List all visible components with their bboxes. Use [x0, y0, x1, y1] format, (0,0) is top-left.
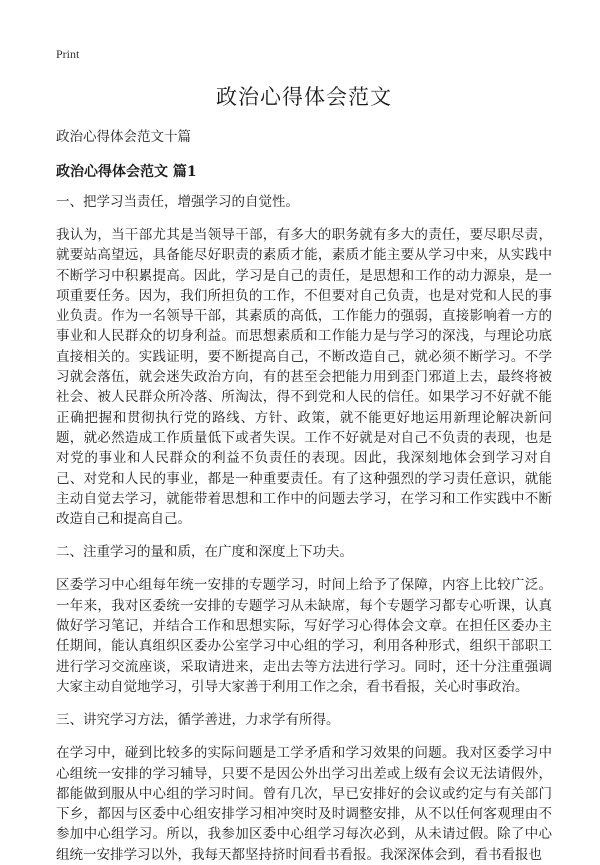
page-title: 政治心得体会范文 [216, 85, 392, 109]
section-paragraph-2: 区委学习中心组每年统一安排的专题学习，时间上给予了保障，内容上比较广泛。一年来，我对区委统一安排的专题学习从未缺席，每个专题学习都专心听课，认真做好学习笔记，并结合工作和思想实际，写好学习心得体会文章。在担任区委办主任期间，能认真组织区委办公室学习中心组的学习，利用各种形式，组织干部职工进行学习交流座谈，采取请进来，走出去等方法进行学习。同时，还十分注重强调大家主动自觉地学习，引导大家善于利用工作之余，看书看报，关心时事政治。 [56, 577, 552, 695]
document-subtitle: 政治心得体会范文十篇 [56, 129, 191, 145]
article-title: 政治心得体会范文 篇1 [56, 164, 197, 180]
print-label: Print [56, 47, 80, 61]
section-heading-1: 一、把学习当责任，增强学习的自觉性。 [56, 194, 299, 210]
section-heading-3: 三、讲究学习方法，循学善进，力求学有所得。 [56, 712, 340, 729]
section-paragraph-1: 我认为，当干部尤其是当领导干部，有多大的职务就有多大的责任，要尽职尽责，就要站高望远，具备能尽好职责的素质才能，素质才能主要从学习中来，从实践中不断学习中积累提高。因此，学习是自己的责任，是思想和工作的动力源泉，是一项重要任务。因为，我们所担负的工作，不但要对自己负责，也是对党和人民的事业负责。作为一名领导干部，其素质的高低，工作能力的强弱，直接影响着一方的事业和人民群众的切身利益。而思想素质和工作能力是与学习的深浅，与理论功底直接相关的。实践证明，要不断提高自己，不断改造自己，就必须不断学习。不学习就会落伍，就会迷失政治方向，有的甚至会把能力用到歪门邪道上去，最终将被社会、被人民群众所冷落、所淘汰，得不到党和人民的信任。如果学习不好就不能正确把握和贯彻执行党的路线、方针、政策，就不能更好地运用新理论解决新问题，就必然造成工作质量低下或者失误。工作不好就是对自己不负责的表现，也是对党的事业和人民群众的利益不负责任的表现。因此，我深刻地体会到学习对自己、对党和人民的事业，都是一种重要责任。有了这种强烈的学习责任意识，就能主动自觉去学习，就能带着思想和工作中的问题去学习，在学习和工作实践中不断改造自己和提高自己。 [56, 227, 552, 528]
section-paragraph-3: 在学习中，碰到比较多的实际问题是工学矛盾和学习效果的问题。我对区委学习中心组统一安排的学习辅导，只要不是因公外出学习出差或上级有会议无法请假外，都能做到服从中心组的学习时间。曾有几次，早已安排好的会议或约定与有关部门下乡，都因与区委中心组安排学习相冲突时及时调整安排，从不以任何客观理由不参加中心组学习。所以，我参加区委中心组学习每次必到，从未请过假。除了中心组统一安排学习以外，我每天都坚持挤时间看书看报。我深深体会到，看书看报也 [56, 745, 552, 863]
section-heading-2: 二、注重学习的量和质，在广度和深度上下功夫。 [56, 544, 353, 561]
